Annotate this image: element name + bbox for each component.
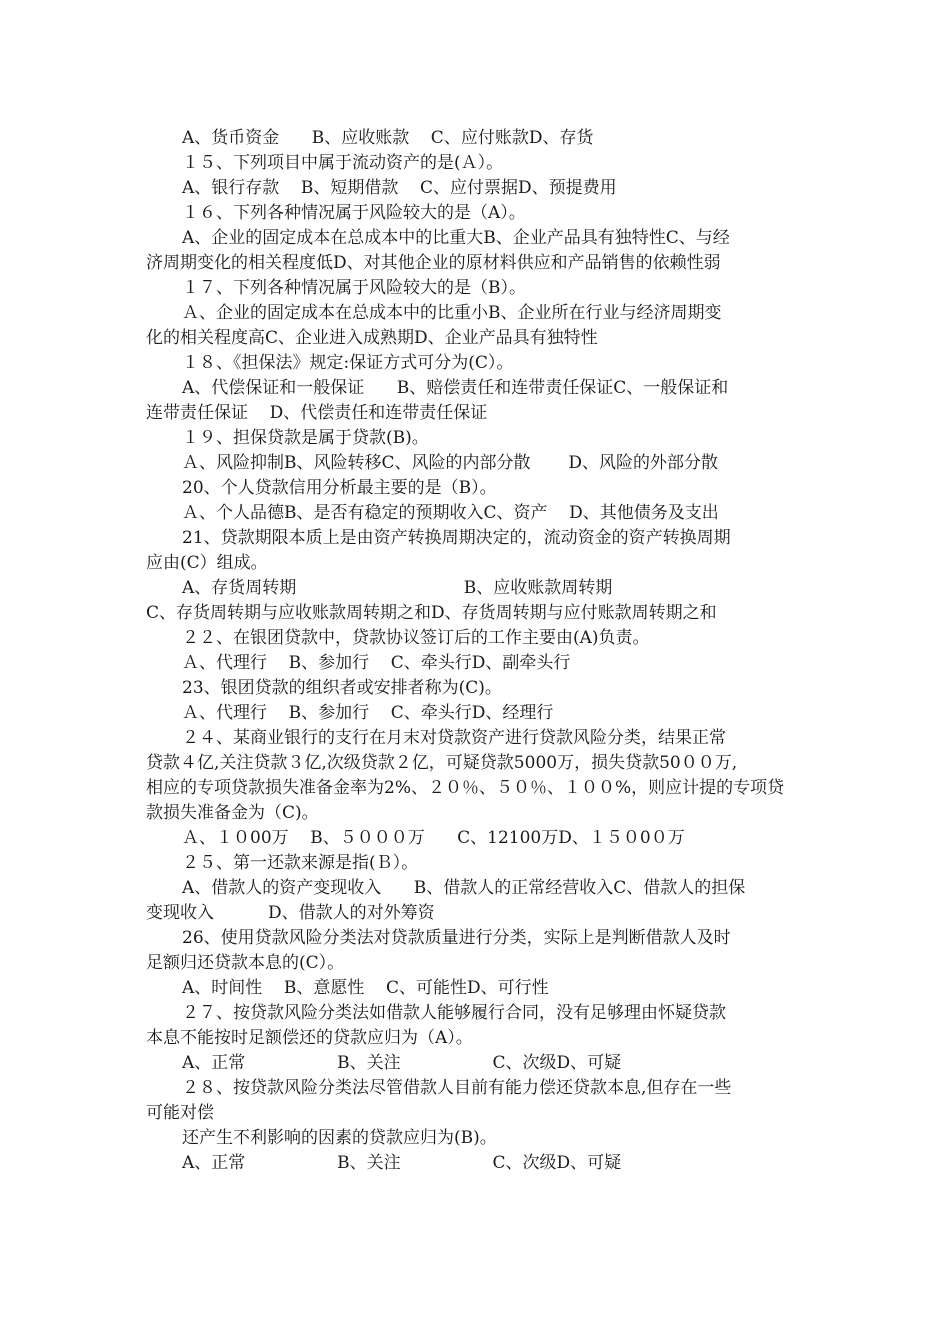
text-line: Ａ、１０00万 B、５０００万 C、12100万D、１５０0０万 (182, 828, 685, 848)
text-line: C、存货周转期与应收账款周转期之和D、存货周转期与应付账款周转期之和 (146, 603, 717, 623)
text-line: 本息不能按时足额偿还的贷款应归为（A）。 (146, 1028, 473, 1048)
text-line: A、货币资金 B、应收账款 C、应付账款D、存货 (182, 128, 594, 148)
text-line: 相应的专项贷款损失准备金率为2%、２０％、５０％、１００%，则应计提的专项贷 (146, 778, 785, 798)
text-line: 款损失准备金为（C)。 (146, 803, 319, 823)
text-line: ２８、按贷款风险分类法尽管借款人目前有能力偿还贷款本息,但存在一些 (182, 1078, 732, 1098)
text-line: Ａ、个人品德B、是否有稳定的预期收入C、资产 D、其他债务及支出 (182, 503, 719, 523)
text-line: 还产生不利影响的因素的贷款应归为(B)。 (182, 1128, 497, 1148)
text-line: 20、个人贷款信用分析最主要的是（B）。 (182, 478, 497, 498)
text-line: A、正常 B、关注 C、次级D、可疑 (182, 1053, 622, 1073)
text-line: A、正常 B、关注 C、次级D、可疑 (182, 1153, 622, 1173)
text-line: Ａ、企业的固定成本在总成本中的比重小B、企业所在行业与经济周期变 (182, 303, 722, 323)
text-line: １５、下列项目中属于流动资产的是(Ａ）。 (182, 153, 504, 173)
text-line: １８、《担保法》规定:保证方式可分为(C）。 (182, 353, 514, 373)
text-line: 应由(C）组成。 (146, 553, 268, 573)
text-line: 变现收入 D、借款人的对外筹资 (146, 903, 435, 923)
text-line: １７、下列各种情况属于风险较大的是（B）。 (182, 278, 526, 298)
text-line: Ａ、代理行 B、参加行 C、牵头行D、经理行 (182, 703, 554, 723)
text-line: 26、使用贷款风险分类法对贷款质量进行分类，实际上是判断借款人及时 (182, 928, 731, 948)
text-line: Ａ、代理行 B、参加行 C、牵头行D、副牵头行 (182, 653, 571, 673)
text-line: ２５、第一还款来源是指(Ｂ）。 (182, 853, 419, 873)
text-line: １６、下列各种情况属于风险较大的是（A）。 (182, 203, 526, 223)
text-line: A、存货周转期 B、应收账款周转期 (182, 578, 613, 598)
text-line: A、企业的固定成本在总成本中的比重大B、企业产品具有独特性C、与经 (182, 228, 730, 248)
text-line: 济周期变化的相关程度低D、对其他企业的原材料供应和产品销售的依赖性弱 (146, 253, 721, 273)
text-line: A、时间性 B、意愿性 C、可能性D、可行性 (182, 978, 549, 998)
text-line: 贷款４亿,关注贷款３亿,次级贷款２亿，可疑贷款5000万，损失贷款50００万, (146, 753, 738, 773)
text-line: A、代偿保证和一般保证 B、赔偿责任和连带责任保证C、一般保证和 (182, 378, 729, 398)
text-line: 可能对偿 (146, 1103, 214, 1123)
text-line: ２７、按贷款风险分类法如借款人能够履行合同，没有足够理由怀疑贷款 (182, 1003, 726, 1023)
text-line: 连带责任保证 D、代偿责任和连带责任保证 (146, 403, 488, 423)
text-line: A、银行存款 B、短期借款 C、应付票据D、预提费用 (182, 178, 617, 198)
text-line: Ａ、风险抑制B、风险转移C、风险的内部分散 D、风险的外部分散 (182, 453, 718, 473)
text-line: 足额归还贷款本息的(C）。 (146, 953, 345, 973)
text-line: 化的相关程度高C、企业进入成熟期D、企业产品具有独特性 (146, 328, 598, 348)
text-line: ２４、某商业银行的支行在月末对贷款资产进行贷款风险分类，结果正常 (182, 728, 726, 748)
text-line: A、借款人的资产变现收入 B、借款人的正常经营收入C、借款人的担保 (182, 878, 746, 898)
text-line: １９、担保贷款是属于贷款(B)。 (182, 428, 429, 448)
text-line: ２２、在银团贷款中，贷款协议签订后的工作主要由(A)负责。 (182, 628, 650, 648)
text-line: 23、银团贷款的组织者或安排者称为(C)。 (182, 678, 502, 698)
text-line: 21、贷款期限本质上是由资产转换周期决定的，流动资金的资产转换周期 (182, 528, 731, 548)
